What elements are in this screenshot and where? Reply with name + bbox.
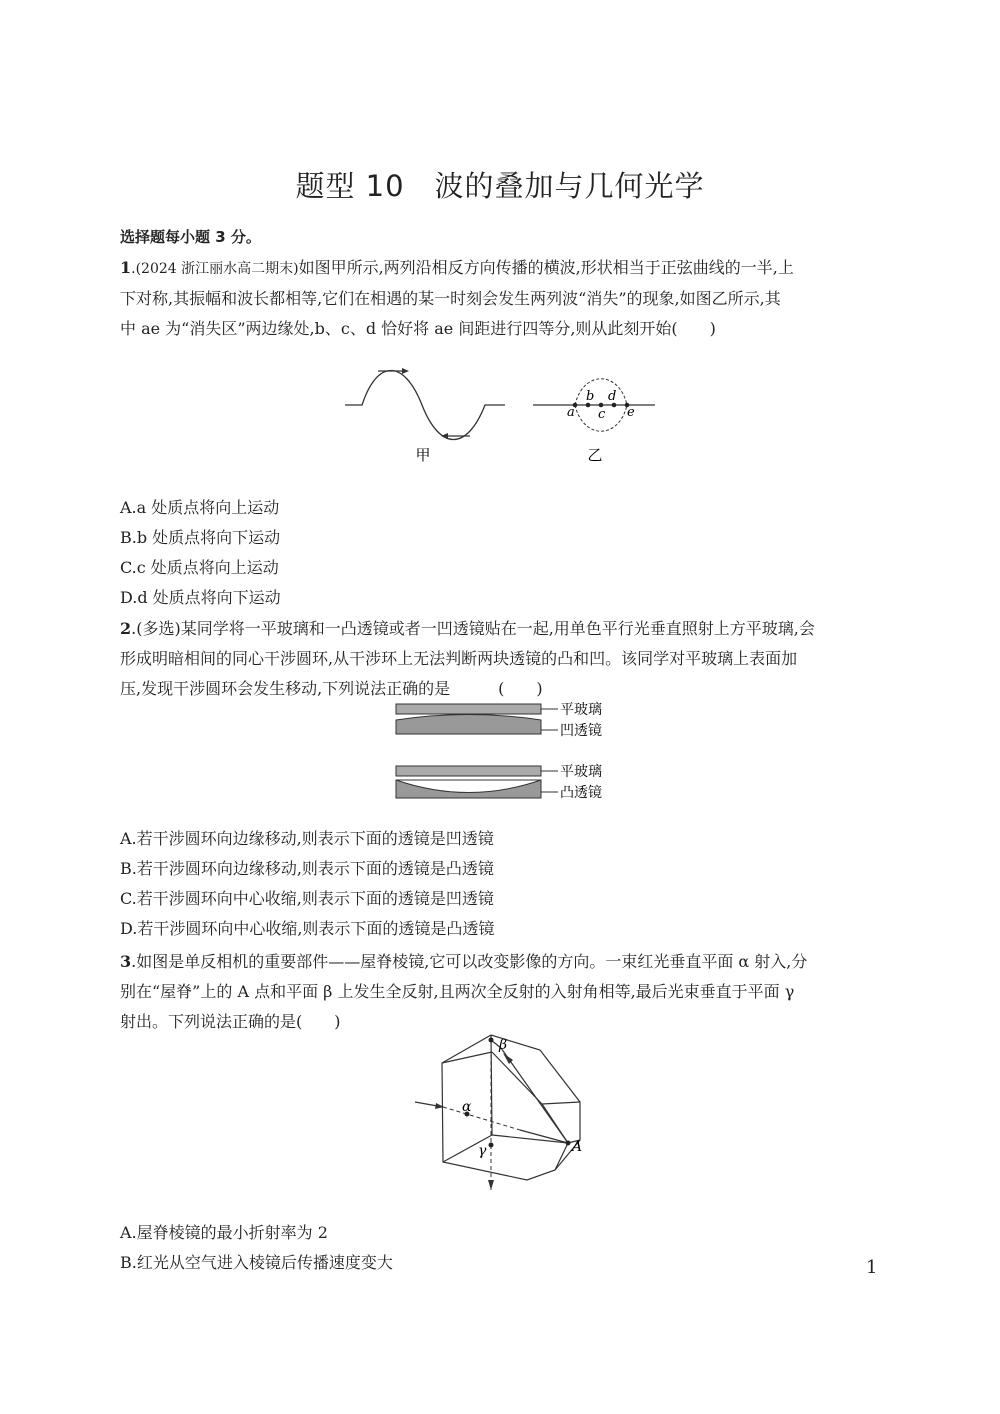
label-point-A: A	[572, 1139, 583, 1155]
point-beta-dot	[489, 1038, 494, 1043]
question-1-source: .(2024 浙江丽水高二期末)	[131, 261, 299, 277]
question-1-line-3: 中 ae 为“消失区”两边缘处,b、c、d 恰好将 ae 间距进行四等分,则从此刻开始( )	[120, 319, 716, 338]
question-1-text	[120, 253, 880, 344]
q1-option-b: B.b 处质点将向下运动	[120, 528, 281, 547]
question-3-number: 3	[120, 952, 132, 971]
point-d-label: d	[608, 389, 617, 404]
q2-option-b: B.若干涉圆环向边缘移动,则表示下面的透镜是凸透镜	[120, 859, 494, 878]
question-2-number: 2	[120, 619, 132, 638]
section-note: 选择题每小题 3 分。	[120, 228, 261, 246]
question-2-text	[120, 614, 880, 704]
label-alpha: α	[462, 1099, 472, 1115]
question-1-line-2: 下对称,其振幅和波长都相等,它们在相遇的某一时刻会发生两列波“消失”的现象,如图乙所示,其	[120, 289, 781, 308]
question-2-line-1-text: .(多选)某同学将一平玻璃和一凸透镜或者一凹透镜贴在一起,用单色平行光垂直照射上方平玻璃,会	[131, 619, 815, 638]
q2-option-a: A.若干涉圆环向边缘移动,则表示下面的透镜是凹透镜	[120, 829, 494, 848]
page-number: 1	[866, 1257, 878, 1278]
question-3-line-1	[120, 947, 880, 977]
wave-figure-yi	[533, 379, 655, 464]
question-3-line-2: 别在“屋脊”上的 A 点和平面 β 上发生全反射,且两次全反射的入射角相等,最后光束垂直于平面 γ	[120, 982, 795, 1001]
question-2-line-2: 形成明暗相间的同心干涉圆环,从干涉环上无法判断两块透镜的凸和凹。该同学对平玻璃上表面加	[120, 649, 798, 668]
question-2-line-3: 压,发现干涉圆环会发生移动,下列说法正确的是 ( )	[120, 679, 543, 698]
question-3-prism-figure	[405, 1030, 605, 1195]
question-3-line-3: 射出。下列说法正确的是( )	[120, 1012, 341, 1031]
q3-option-a: A.屋脊棱镜的最小折射率为 2	[120, 1223, 328, 1242]
q2-option-d: D.若干涉圆环向中心收缩,则表示下面的透镜是凸透镜	[120, 919, 495, 938]
page-title: 题型 10 波的叠加与几何光学	[295, 169, 705, 203]
label-gamma: γ	[478, 1143, 487, 1159]
point-a-label: a	[567, 405, 575, 420]
convex-lens-assembly	[396, 763, 602, 801]
point-A-dot	[566, 1141, 571, 1146]
question-3-line-1-text: .如图是单反相机的重要部件——屋脊棱镜,它可以改变影像的方向。一束红光垂直平面 α 射入,分	[131, 952, 808, 971]
label-concave-lens: 凹透镜	[560, 723, 602, 739]
q1-option-d: D.d 处质点将向下运动	[120, 588, 281, 607]
q1-option-c: C.c 处质点将向上运动	[120, 558, 279, 577]
question-1-figure	[340, 365, 670, 475]
figure-label-yi: 乙	[587, 446, 603, 464]
label-flat-glass-1: 平玻璃	[560, 702, 602, 718]
q1-option-a: A.a 处质点将向上运动	[120, 498, 280, 517]
point-e-label: e	[627, 405, 635, 420]
label-convex-lens: 凸透镜	[560, 785, 602, 801]
concave-lens-assembly	[396, 701, 602, 739]
question-1-line-1	[120, 253, 880, 284]
figure-label-jia: 甲	[415, 446, 431, 464]
q3-option-b: B.红光从空气进入棱镜后传播速度变大	[120, 1253, 393, 1272]
question-1-number: 1	[120, 258, 132, 277]
q2-option-c: C.若干涉圆环向中心收缩,则表示下面的透镜是凹透镜	[120, 889, 494, 908]
question-3-text	[120, 947, 880, 1037]
question-1-line-1-text: 如图甲所示,两列沿相反方向传播的横波,形状相当于正弦曲线的一半,上	[298, 258, 794, 277]
point-b-label: b	[586, 389, 595, 404]
label-beta: β	[499, 1037, 508, 1053]
point-gamma-dot	[489, 1143, 494, 1148]
label-flat-glass-2: 平玻璃	[560, 764, 602, 780]
wave-figure-jia	[345, 368, 505, 464]
point-c-label: c	[598, 407, 606, 422]
question-2-figure	[390, 700, 620, 808]
question-2-line-1	[120, 614, 880, 644]
